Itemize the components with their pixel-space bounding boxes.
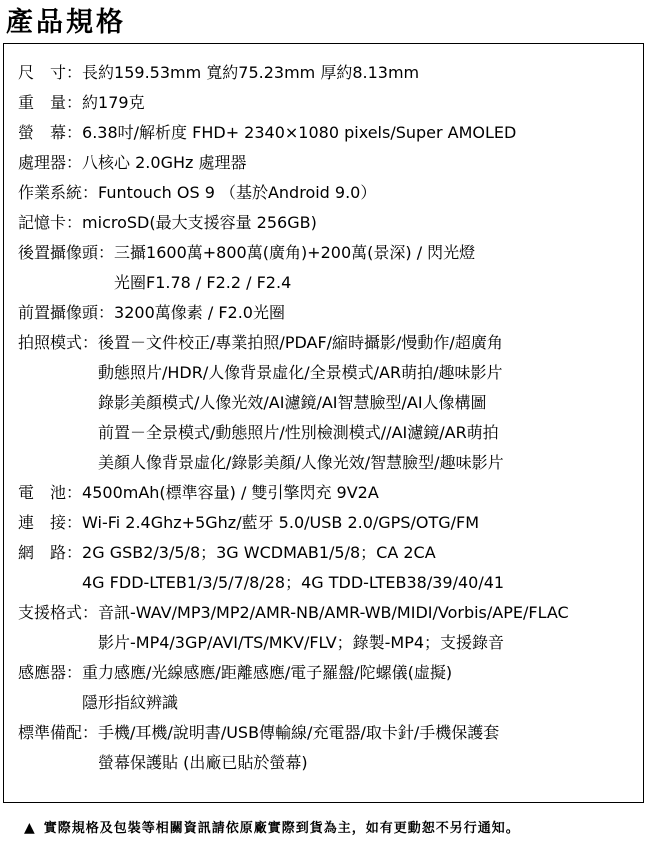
spec-row <box>18 358 642 388</box>
spec-row <box>18 118 642 148</box>
spec-value: 錄影美顏模式/人像光效/AI濾鏡/AI智慧臉型/AI人像構圖 <box>98 393 487 412</box>
spec-row <box>18 88 642 118</box>
spec-row <box>18 688 642 718</box>
spec-label: 螢 幕 <box>18 123 67 142</box>
spec-value: 重力感應/光線感應/距離感應/電子羅盤/陀螺儀(虛擬) <box>82 663 453 682</box>
spec-colon: ： <box>66 93 83 112</box>
spec-colon: ： <box>66 543 83 562</box>
spec-row <box>18 208 642 238</box>
spec-row <box>18 328 642 358</box>
spec-row <box>18 658 642 688</box>
spec-row <box>18 598 642 628</box>
spec-colon: ： <box>98 243 115 262</box>
spec-colon: ： <box>82 333 99 352</box>
spec-value: 4500mAh(標準容量) / 雙引擎閃充 9V2A <box>82 483 379 502</box>
spec-colon: ： <box>98 303 115 322</box>
spec-value: 手機/耳機/說明書/USB傳輸線/充電器/取卡針/手機保護套 <box>98 723 500 742</box>
spec-row <box>18 508 642 538</box>
spec-label: 網 路 <box>18 543 67 562</box>
spec-value: 3200萬像素 / F2.0光圈 <box>114 303 285 322</box>
spec-value: 6.38吋/解析度 FHD+ 2340×1080 pixels/Super AMOLED <box>82 123 517 142</box>
spec-row <box>18 628 642 658</box>
page-title: 產品規格 <box>6 7 126 38</box>
spec-colon: ： <box>82 723 99 742</box>
spec-value: microSD(最大支援容量 256GB) <box>82 213 317 232</box>
spec-row <box>18 388 642 418</box>
spec-label: 感應器 <box>18 663 67 682</box>
spec-label: 重 量 <box>18 93 67 112</box>
spec-row <box>18 148 642 178</box>
spec-row <box>18 418 642 448</box>
spec-label: 電 池 <box>18 483 67 502</box>
spec-colon: ： <box>66 663 83 682</box>
spec-row <box>18 568 642 598</box>
spec-value: 螢幕保護貼 (出廠已貼於螢幕) <box>98 753 308 772</box>
spec-value: 三攝1600萬+800萬(廣角)+200萬(景深) / 閃光燈 <box>114 243 476 262</box>
spec-value: 4G FDD-LTEB1/3/5/7/8/28；4G TDD-LTEB38/39/40/41 <box>82 573 505 592</box>
spec-value: 後置－文件校正/專業拍照/PDAF/縮時攝影/慢動作/超廣角 <box>98 333 503 352</box>
spec-value: 美顏人像背景虛化/錄影美顏/人像光效/智慧臉型/趣味影片 <box>98 453 504 472</box>
spec-row <box>18 478 642 508</box>
spec-label: 處理器 <box>18 153 67 172</box>
spec-row <box>18 718 642 748</box>
triangle-icon: ▲ <box>24 820 36 836</box>
spec-row <box>18 58 642 88</box>
spec-row <box>18 238 642 268</box>
spec-value: 影片-MP4/3GP/AVI/TS/MKV/FLV；錄製-MP4；支援錄音 <box>98 633 505 652</box>
spec-label: 後置攝像頭 <box>18 243 99 262</box>
spec-label: 尺 寸 <box>18 63 67 82</box>
spec-row <box>18 178 642 208</box>
spec-label: 支援格式 <box>18 603 83 622</box>
spec-value: 2G GSB2/3/5/8；3G WCDMAB1/5/8；CA 2CA <box>82 543 436 562</box>
spec-label: 前置攝像頭 <box>18 303 99 322</box>
spec-value: 音訊-WAV/MP3/MP2/AMR-NB/AMR-WB/MIDI/Vorbis/APE/FLAC <box>98 603 569 622</box>
spec-label: 拍照模式 <box>18 333 83 352</box>
spec-colon: ： <box>66 483 83 502</box>
spec-row <box>18 298 642 328</box>
spec-row <box>18 268 642 298</box>
spec-colon: ： <box>66 513 83 532</box>
spec-label: 作業系統 <box>18 183 83 202</box>
spec-value: 動態照片/HDR/人像背景虛化/全景模式/AR萌拍/趣味影片 <box>98 363 503 382</box>
spec-colon: ： <box>82 183 99 202</box>
spec-value: 光圈F1.78 / F2.2 / F2.4 <box>114 273 292 292</box>
spec-colon: ： <box>66 63 83 82</box>
spec-value: 八核心 2.0GHz 處理器 <box>82 153 247 172</box>
spec-row <box>18 448 642 478</box>
disclaimer <box>24 817 520 840</box>
spec-value: 前置－全景模式/動態照片/性別檢測模式//AI濾鏡/AR萌拍 <box>98 423 499 442</box>
spec-colon: ： <box>66 153 83 172</box>
spec-label: 連 接 <box>18 513 67 532</box>
spec-value: 約179克 <box>82 93 145 112</box>
spec-row <box>18 538 642 568</box>
disclaimer-text: 實際規格及包裝等相關資訊請依原廠實際到貨為主，如有更動恕不另行通知。 <box>43 821 520 836</box>
spec-colon: ： <box>66 123 83 142</box>
spec-colon: ： <box>66 213 83 232</box>
spec-value: 隱形指紋辨識 <box>82 693 179 712</box>
spec-label: 標準備配 <box>18 723 83 742</box>
spec-value: Wi-Fi 2.4Ghz+5Ghz/藍牙 5.0/USB 2.0/GPS/OTG/FM <box>82 513 480 532</box>
spec-value: Funtouch OS 9 （基於Android 9.0） <box>98 183 377 202</box>
spec-colon: ： <box>82 603 99 622</box>
spec-row <box>18 748 642 778</box>
spec-list <box>18 58 642 778</box>
spec-value: 長約159.53mm 寬約75.23mm 厚約8.13mm <box>82 63 420 82</box>
spec-label: 記憶卡 <box>18 213 67 232</box>
